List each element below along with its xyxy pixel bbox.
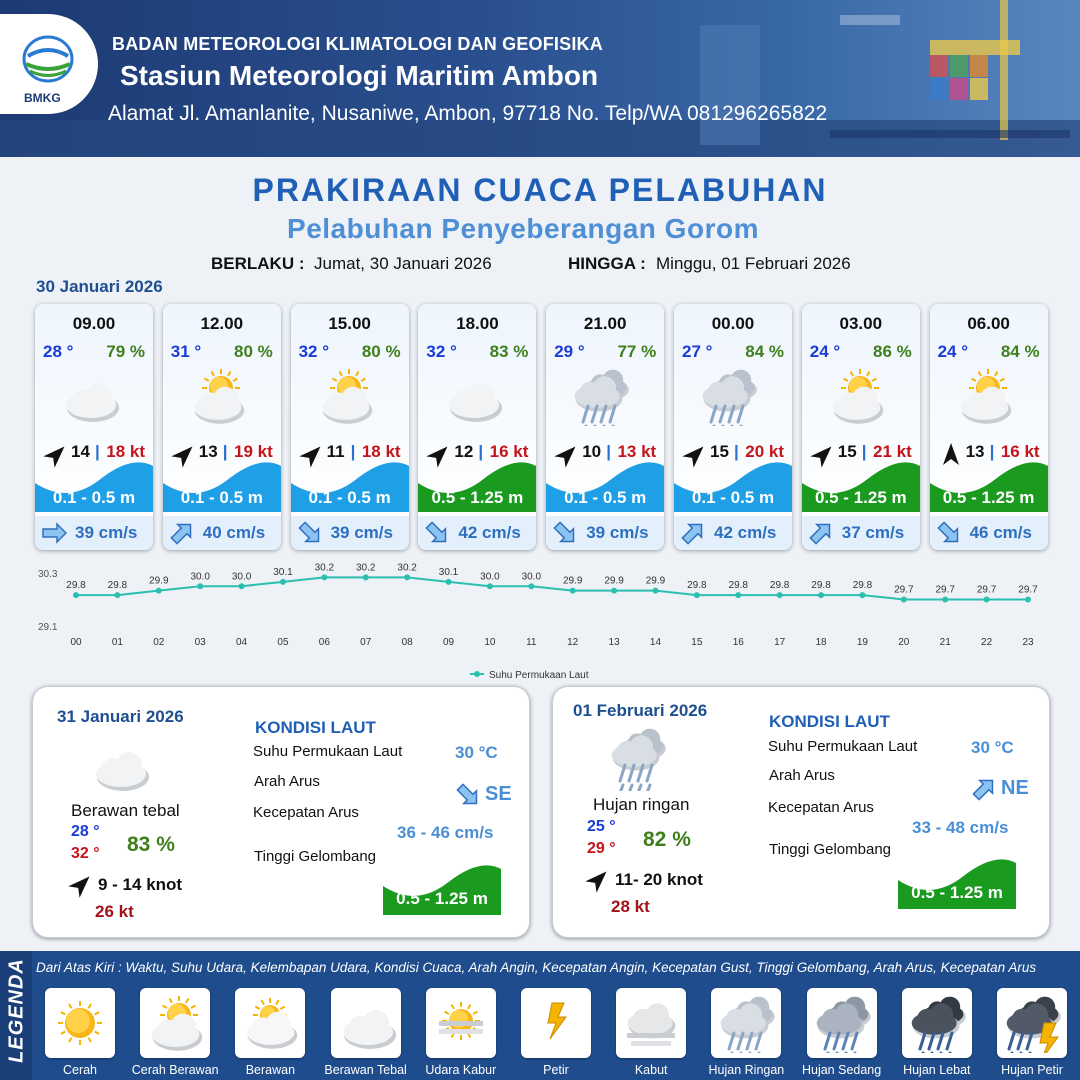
panel-temp-1: 28 ° xyxy=(71,823,100,840)
legend-swatch xyxy=(140,988,210,1058)
card-humidity: 83 % xyxy=(489,342,529,361)
card-wind-speed: 10 xyxy=(582,442,602,461)
card-wind-speed: 11 xyxy=(326,442,345,461)
x-tick-label: 06 xyxy=(318,637,330,648)
card-wind-separator: | xyxy=(350,442,356,461)
panel-condition: Hujan ringan xyxy=(593,795,690,814)
hourly-card xyxy=(930,304,1048,550)
udara-kabur-icon xyxy=(431,993,491,1053)
berawan-tebal-icon xyxy=(442,366,512,426)
legend-label: Kabut xyxy=(634,1063,668,1077)
sst-point xyxy=(487,583,493,589)
card-wind-gust: 18 kt xyxy=(106,442,145,461)
sst-point xyxy=(280,579,286,585)
sst-data-label: 29.8 xyxy=(687,580,707,592)
card-wind-separator: | xyxy=(222,442,228,461)
legend-label: Hujan Lebat xyxy=(903,1063,971,1077)
current-arrow-se-icon xyxy=(552,521,578,550)
card-current xyxy=(291,516,409,550)
card-wind-speed: 14 xyxy=(71,442,90,461)
sst-point xyxy=(859,592,865,598)
card-wave-height: 0.1 - 0.5 m xyxy=(564,488,647,507)
card-time: 12.00 xyxy=(200,314,244,333)
sst-data-label: 29.8 xyxy=(66,580,86,592)
x-tick-label: 20 xyxy=(898,637,910,648)
card-temperature: 31 ° xyxy=(170,342,202,361)
current-arrow-ne-icon xyxy=(971,777,997,806)
agency-name: BADAN METEOROLOGI KLIMATOLOGI DAN GEOFISIKA xyxy=(112,34,603,54)
card-current-speed: 46 cm/s xyxy=(969,523,1032,542)
sst-point xyxy=(156,588,162,594)
cerah-berawan-icon xyxy=(187,366,257,426)
current-arrow-ne-icon xyxy=(680,521,706,550)
card-wind-gust: 16 kt xyxy=(1000,442,1040,461)
day-panel-2 xyxy=(552,686,1050,938)
panel-wind-speed: 9 - 14 knot xyxy=(98,875,183,894)
legend-label: Berawan xyxy=(245,1063,296,1077)
card-temperature: 27 ° xyxy=(682,342,713,361)
current-arrow-se-icon xyxy=(936,521,962,550)
card-current-speed: 40 cm/s xyxy=(202,523,266,542)
sst-data-label: 30.2 xyxy=(397,562,417,574)
cerah-berawan-icon xyxy=(315,366,385,426)
hujan-petir-icon xyxy=(1002,993,1062,1053)
sst-data-label: 29.9 xyxy=(604,575,624,587)
bmkg-logo xyxy=(0,14,98,114)
x-tick-label: 14 xyxy=(649,637,662,648)
legend-label: Petir xyxy=(543,1063,569,1077)
sst-data-label: 29.7 xyxy=(976,584,997,596)
day-panel-1 xyxy=(32,686,530,938)
legend-swatch xyxy=(426,988,496,1058)
x-tick-label: 13 xyxy=(608,637,620,648)
card-wind-separator: | xyxy=(734,442,739,461)
hujan-ringan-icon xyxy=(716,993,776,1053)
y-tick-label: 29.1 xyxy=(38,622,58,633)
legend-swatch xyxy=(807,988,877,1058)
card-time: 18.00 xyxy=(456,314,499,333)
x-tick-label: 22 xyxy=(981,637,993,648)
card-wave-height: 0.1 - 0.5 m xyxy=(180,488,263,507)
card-wind-separator: | xyxy=(861,442,867,461)
current-arrow-ne-icon xyxy=(169,521,195,550)
legend-label: Hujan Sedang xyxy=(801,1063,882,1077)
card-current-speed: 39 cm/s xyxy=(75,523,138,542)
cerah-berawan-icon xyxy=(954,366,1024,426)
sst-point xyxy=(818,592,824,598)
berawan-tebal-icon xyxy=(336,993,396,1053)
y-tick-label: 30.3 xyxy=(38,569,58,580)
x-tick-label: 07 xyxy=(360,637,372,648)
sst-data-label: 29.9 xyxy=(149,575,169,587)
kondisi-laut-title: KONDISI LAUT xyxy=(769,712,890,731)
sst-data-label: 29.7 xyxy=(894,584,914,596)
card-wind-separator: | xyxy=(478,442,484,461)
card-wind-separator: | xyxy=(989,442,995,461)
legend-label: Cerah Berawan xyxy=(131,1063,219,1077)
sst-point xyxy=(570,588,576,594)
legend-label: Cerah xyxy=(62,1063,98,1077)
card-temperature: 32 ° xyxy=(426,342,457,361)
hujan-lebat-icon xyxy=(907,993,967,1053)
wave-height-label: Tinggi Gelombang xyxy=(769,841,892,858)
valid-from-value: Jumat, 30 Januari 2026 xyxy=(314,254,492,273)
valid-to-label: HINGGA : xyxy=(568,254,646,273)
hourly-card xyxy=(802,304,920,550)
berawan-tebal-icon xyxy=(59,366,129,426)
sst-data-label: 29.8 xyxy=(769,580,790,592)
legend-swatch xyxy=(997,988,1067,1058)
legend-swatch xyxy=(331,988,401,1058)
x-tick-label: 21 xyxy=(939,637,951,648)
legend-swatch xyxy=(616,988,686,1058)
panel-date: 01 Februari 2026 xyxy=(573,701,708,720)
panel-temp-1: 25 ° xyxy=(587,818,616,835)
card-time: 03.00 xyxy=(839,314,883,333)
hujan-sedang-icon xyxy=(812,993,872,1053)
x-tick-label: 04 xyxy=(236,637,248,648)
current-arrow-se-icon xyxy=(297,521,323,550)
card-wind-gust: 19 kt xyxy=(234,442,273,461)
legend-swatch xyxy=(711,988,781,1058)
card-time: 06.00 xyxy=(967,314,1010,333)
legend-label: Hujan Petir xyxy=(1001,1063,1063,1077)
card-temperature: 32 ° xyxy=(298,342,330,361)
panel-temp-2: 29 ° xyxy=(587,840,616,857)
card-temperature: 24 ° xyxy=(809,342,841,361)
sst-value: 30 °C xyxy=(971,738,1014,757)
x-tick-label: 08 xyxy=(401,637,413,648)
legend-label: Udara Kabur xyxy=(425,1063,497,1077)
x-tick-label: 09 xyxy=(442,637,455,648)
station-name: Stasiun Meteorologi Maritim Ambon xyxy=(120,60,599,91)
sst-point xyxy=(404,574,410,580)
card-wave-height: 0.5 - 1.25 m xyxy=(942,488,1035,507)
card-humidity: 84 % xyxy=(1000,342,1040,361)
card-current xyxy=(546,516,664,550)
x-tick-label: 23 xyxy=(1022,637,1034,648)
sst-point xyxy=(694,592,700,598)
card-current-speed: 42 cm/s xyxy=(458,523,521,542)
x-tick-label: 18 xyxy=(815,637,827,648)
x-tick-label: 02 xyxy=(153,637,165,648)
page-title: PRAKIRAAN CUACA PELABUHAN xyxy=(252,172,828,208)
current-speed-label: Kecepatan Arus xyxy=(768,799,874,816)
sst-point xyxy=(652,588,658,594)
legend-sidebar xyxy=(0,951,32,1080)
card-time: 09.00 xyxy=(72,314,116,333)
sst-data-label: 30.1 xyxy=(273,566,293,578)
current-arrow-se-icon xyxy=(424,521,450,550)
sst-point xyxy=(321,574,327,580)
sst-point xyxy=(197,583,203,589)
card-wind-speed: 13 xyxy=(198,442,218,461)
card-wind-speed: 15 xyxy=(837,442,857,461)
sea-surface-temperature-chart xyxy=(0,560,1080,685)
sst-point xyxy=(984,597,990,603)
sst-point xyxy=(777,592,783,598)
wind-arrow-ne-icon xyxy=(68,872,94,903)
station-address: Alamat Jl. Amanlanite, Nusaniwe, Ambon, 97718 No. Telp/WA 081296265822 xyxy=(108,102,828,125)
hourly-card xyxy=(674,304,792,550)
card-temperature: 29 ° xyxy=(554,342,585,361)
card-wind-gust: 16 kt xyxy=(489,442,529,461)
sst-value: 30 °C xyxy=(455,743,498,762)
panel-gust: 26 kt xyxy=(95,902,134,921)
legend-label: Berawan Tebal xyxy=(324,1063,407,1077)
header-banner xyxy=(0,0,1080,157)
sst-data-label: 29.9 xyxy=(562,575,583,587)
x-tick-label: 11 xyxy=(526,637,537,648)
wind-arrow-ne-icon xyxy=(585,867,611,898)
card-temperature: 28 ° xyxy=(43,342,74,361)
card-temperature: 24 ° xyxy=(937,342,969,361)
sst-data-label: 29.8 xyxy=(852,580,873,592)
current-direction-label: Arah Arus xyxy=(254,773,320,790)
card-current xyxy=(35,516,153,550)
cerah-berawan-icon xyxy=(145,993,205,1053)
panel-condition: Berawan tebal xyxy=(71,801,180,820)
sst-series-line xyxy=(76,577,1028,599)
hujan-ringan-icon xyxy=(698,366,768,426)
card-wind-speed: 13 xyxy=(965,442,985,461)
x-tick-label: 15 xyxy=(691,637,703,648)
sst-data-label: 29.9 xyxy=(645,575,666,587)
sst-label: Suhu Permukaan Laut xyxy=(253,743,403,760)
wave-height-label: Tinggi Gelombang xyxy=(254,848,377,865)
panel-wave-height: 0.5 - 1.25 m xyxy=(396,889,488,908)
cerah-icon xyxy=(50,993,110,1053)
x-tick-label: 01 xyxy=(111,637,123,648)
card-time: 00.00 xyxy=(711,314,755,333)
x-tick-label: 16 xyxy=(732,637,744,648)
card-current xyxy=(802,516,920,550)
legend-title: LEGENDA xyxy=(5,958,28,1063)
card-wave-height: 0.1 - 0.5 m xyxy=(52,488,136,507)
current-arrow-ne-icon xyxy=(808,521,834,550)
cerah-berawan-icon xyxy=(826,366,896,426)
petir-icon xyxy=(526,993,586,1053)
sst-point xyxy=(1025,597,1031,603)
sst-label: Suhu Permukaan Laut xyxy=(768,738,918,755)
current-speed-value: 36 - 46 cm/s xyxy=(397,823,494,842)
sst-point xyxy=(446,579,452,585)
current-direction-label: Arah Arus xyxy=(769,767,835,784)
legend-swatch xyxy=(45,988,115,1058)
panel-wind-speed: 11- 20 knot xyxy=(615,870,703,889)
hourly-card xyxy=(163,304,281,550)
panel-wave-height: 0.5 - 1.25 m xyxy=(911,883,1003,902)
sst-point xyxy=(239,583,245,589)
x-tick-label: 00 xyxy=(70,637,82,648)
panel-humidity: 82 % xyxy=(643,828,691,851)
card-humidity: 80 % xyxy=(361,342,401,361)
chart-legend-label: Suhu Permukaan Laut xyxy=(489,670,589,681)
valid-to-value: Minggu, 01 Februari 2026 xyxy=(656,254,851,273)
panel-humidity: 83 % xyxy=(127,833,175,856)
sst-point xyxy=(942,597,948,603)
card-current xyxy=(930,516,1048,550)
x-tick-label: 03 xyxy=(194,637,206,648)
card-current xyxy=(163,516,281,550)
card-wind-gust: 20 kt xyxy=(745,442,784,461)
sst-data-label: 30.2 xyxy=(314,562,335,574)
kabut-icon xyxy=(621,993,681,1053)
page-subtitle: Pelabuhan Penyeberangan Gorom xyxy=(287,213,759,244)
card-current-speed: 42 cm/s xyxy=(714,523,777,542)
card-wave-height: 0.5 - 1.25 m xyxy=(431,488,524,507)
legend-description: Dari Atas Kiri : Waktu, Suhu Udara, Kelembapan Udara, Kondisi Cuaca, Arah Angin, Kecepatan Angin, Kecepatan Gust, Tinggi Gelombang, Arah Arus, Kecepatan Arus xyxy=(36,960,1037,975)
x-tick-label: 05 xyxy=(277,637,289,648)
card-humidity: 86 % xyxy=(873,342,912,361)
x-tick-label: 17 xyxy=(774,637,786,648)
card-wave-height: 0.1 - 0.5 m xyxy=(691,488,775,507)
card-wind-gust: 13 kt xyxy=(617,442,657,461)
sst-point xyxy=(363,574,369,580)
card-current-speed: 37 cm/s xyxy=(841,523,905,542)
day1-date-label: 30 Januari 2026 xyxy=(36,277,163,296)
card-wind-separator: | xyxy=(606,442,611,461)
sst-data-label: 30.0 xyxy=(190,571,210,583)
current-direction-value: SE xyxy=(485,783,512,805)
panel-gust: 28 kt xyxy=(611,897,650,916)
sst-data-label: 29.8 xyxy=(728,580,748,592)
current-speed-value: 33 - 48 cm/s xyxy=(912,818,1009,837)
x-tick-label: 12 xyxy=(567,637,579,648)
valid-from-label: BERLAKU : xyxy=(211,254,305,273)
card-wind-gust: 21 kt xyxy=(873,442,912,461)
sst-data-label: 30.1 xyxy=(438,566,459,578)
card-wind-separator: | xyxy=(95,442,100,461)
logo-text: BMKG xyxy=(24,91,61,105)
current-arrow-se-icon xyxy=(455,783,481,812)
card-wind-gust: 18 kt xyxy=(361,442,401,461)
sst-point xyxy=(735,592,741,598)
hujan-ringan-icon xyxy=(607,725,677,791)
card-current xyxy=(674,516,792,550)
legend-point-swatch xyxy=(474,671,480,677)
hourly-card xyxy=(291,304,409,550)
sst-point xyxy=(901,597,907,603)
card-time: 15.00 xyxy=(328,314,371,333)
hourly-card xyxy=(35,304,153,550)
current-speed-label: Kecepatan Arus xyxy=(253,804,359,821)
kondisi-laut-title: KONDISI LAUT xyxy=(255,718,376,737)
card-wind-speed: 12 xyxy=(454,442,474,461)
card-current xyxy=(418,516,536,550)
sst-data-label: 30.0 xyxy=(521,571,542,583)
card-wave-height: 0.5 - 1.25 m xyxy=(814,488,907,507)
sst-data-label: 29.7 xyxy=(1018,584,1038,596)
legend-label: Hujan Ringan xyxy=(708,1063,785,1077)
panel-wave-graphic xyxy=(898,859,1016,909)
sst-data-label: 30.2 xyxy=(356,562,376,574)
panel-date: 31 Januari 2026 xyxy=(57,707,184,726)
berawan-icon xyxy=(240,993,300,1053)
card-humidity: 80 % xyxy=(234,342,273,361)
sst-point xyxy=(114,592,120,598)
sst-data-label: 29.8 xyxy=(811,580,831,592)
sst-data-label: 29.8 xyxy=(107,580,128,592)
current-arrow-e-icon xyxy=(41,521,67,550)
card-humidity: 84 % xyxy=(745,342,784,361)
hourly-card xyxy=(546,304,664,550)
card-humidity: 79 % xyxy=(106,342,145,361)
sst-point xyxy=(73,592,79,598)
legend-swatch xyxy=(235,988,305,1058)
current-direction-value: NE xyxy=(1001,777,1029,799)
panel-wave-graphic xyxy=(383,865,501,915)
legend-swatch xyxy=(521,988,591,1058)
card-wind-speed: 15 xyxy=(710,442,729,461)
sst-point xyxy=(528,583,534,589)
legend xyxy=(0,951,1080,1080)
sst-point xyxy=(611,588,617,594)
card-current-speed: 39 cm/s xyxy=(330,523,393,542)
berawan-tebal-icon xyxy=(89,735,159,801)
card-current-speed: 39 cm/s xyxy=(586,523,649,542)
legend-swatch xyxy=(902,988,972,1058)
x-tick-label: 19 xyxy=(856,637,868,648)
sst-data-label: 29.7 xyxy=(935,584,955,596)
sst-data-label: 30.0 xyxy=(480,571,500,583)
sst-data-label: 30.0 xyxy=(231,571,252,583)
panel-temp-2: 32 ° xyxy=(71,845,100,862)
card-time: 21.00 xyxy=(583,314,627,333)
x-tick-label: 10 xyxy=(484,637,496,648)
hourly-card xyxy=(418,304,536,550)
hujan-ringan-icon xyxy=(570,366,640,426)
card-wave-height: 0.1 - 0.5 m xyxy=(308,488,391,507)
card-humidity: 77 % xyxy=(617,342,657,361)
